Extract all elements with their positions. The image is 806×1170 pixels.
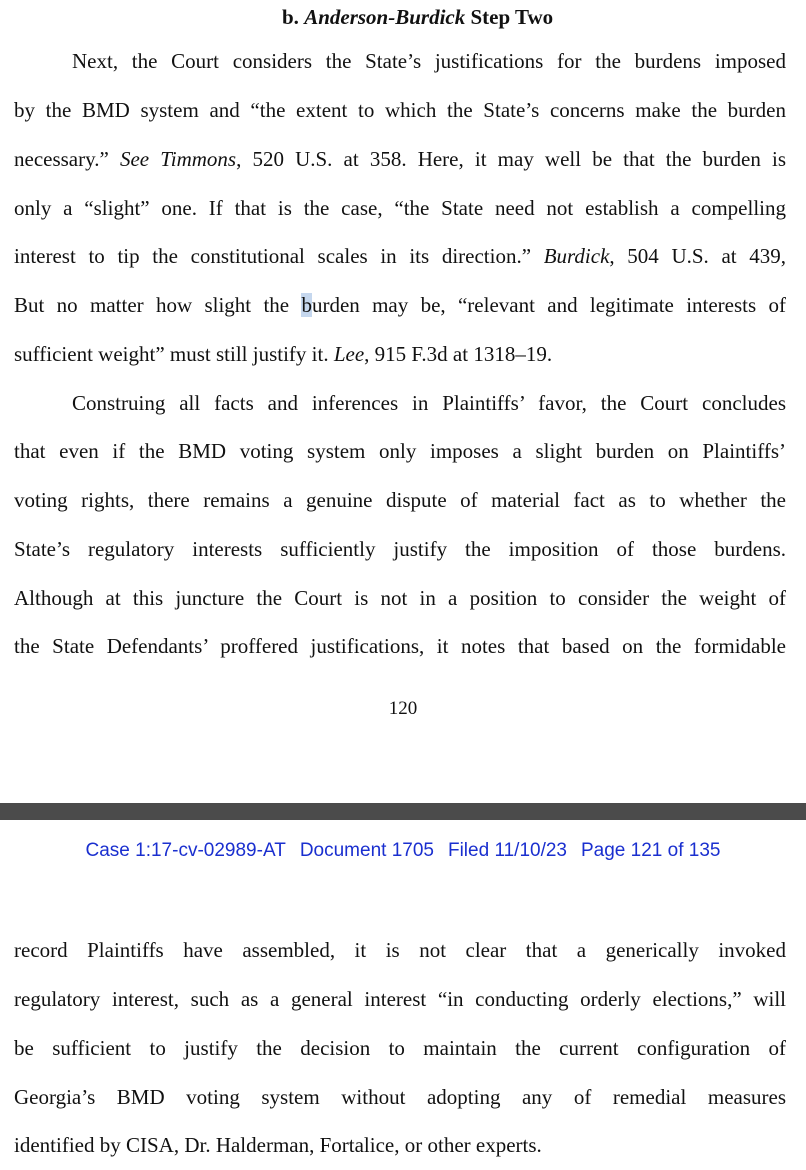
text-span: sufficient weight” must still justify it. (14, 342, 329, 366)
text-line: by the BMD system and “the extent to which the State’s concerns make the burden (14, 98, 786, 122)
heading-suffix: Step Two (470, 5, 554, 29)
text-span: , 915 F.3d at 1318–19. (364, 342, 553, 366)
text-line: Next, the Court considers the State’s justifications for the burdens imposed (72, 49, 786, 73)
citation: See Timmons (119, 147, 237, 171)
text-span: But no matter how slight the (14, 293, 302, 317)
text-span: necessary.” (14, 147, 109, 171)
text-line: record Plaintiffs have assembled, it is not clear that a generically invoked (14, 938, 786, 962)
text-span: , 520 U.S. at 358. Here, it may well be that the burden is (236, 147, 786, 171)
text-line (14, 292, 786, 318)
citation: Burdick (543, 244, 610, 268)
page-number: 120 (388, 698, 418, 719)
text-line (14, 146, 786, 172)
heading-italic: Anderson-Burdick (304, 5, 466, 29)
text-selection[interactable]: b (301, 293, 312, 317)
text-line (14, 341, 786, 367)
citation: Lee (333, 342, 365, 366)
text-line: Construing all facts and inferences in Plaintiffs’ favor, the Court concludes (72, 391, 786, 415)
text-line: regulatory interest, such as a general interest “in conducting orderly elections,” will (14, 987, 786, 1011)
case-number: Case 1:17-cv-02989-AT (85, 840, 286, 861)
text-line: Although at this juncture the Court is not in a position to consider the weight of (14, 586, 786, 610)
document-number: Document 1705 (299, 840, 434, 861)
filed-date: Filed 11/10/23 (447, 840, 567, 861)
section-heading (282, 4, 782, 30)
text-line: Georgia’s BMD voting system without adopting any of remedial measures (14, 1085, 786, 1109)
text-span: interest to tip the constitutional scales in its direction.” (14, 244, 532, 268)
document-header (0, 839, 806, 863)
text-line: identified by CISA, Dr. Halderman, Fortalice, or other experts. (14, 1133, 542, 1157)
text-line: only a “slight” one. If that is the case, “the State need not establish a compelling (14, 196, 786, 220)
text-span: , 504 U.S. at 439, (609, 244, 786, 268)
text-line: be sufficient to justify the decision to maintain the current configuration of (14, 1036, 786, 1060)
page-separator (0, 803, 806, 820)
text-line: State’s regulatory interests sufficiently justify the imposition of those burdens. (14, 537, 786, 561)
page-count: Page 121 of 135 (581, 840, 721, 861)
text-line: that even if the BMD voting system only imposes a slight burden on Plaintiffs’ (14, 439, 786, 463)
text-line: the State Defendants’ proffered justifications, it notes that based on the formidable (14, 634, 786, 658)
text-line: voting rights, there remains a genuine dispute of material fact as to whether the (14, 488, 786, 512)
heading-prefix: b. (282, 5, 299, 29)
text-span: urden may be, “relevant and legitimate interests of (311, 293, 786, 317)
text-line (14, 243, 786, 269)
